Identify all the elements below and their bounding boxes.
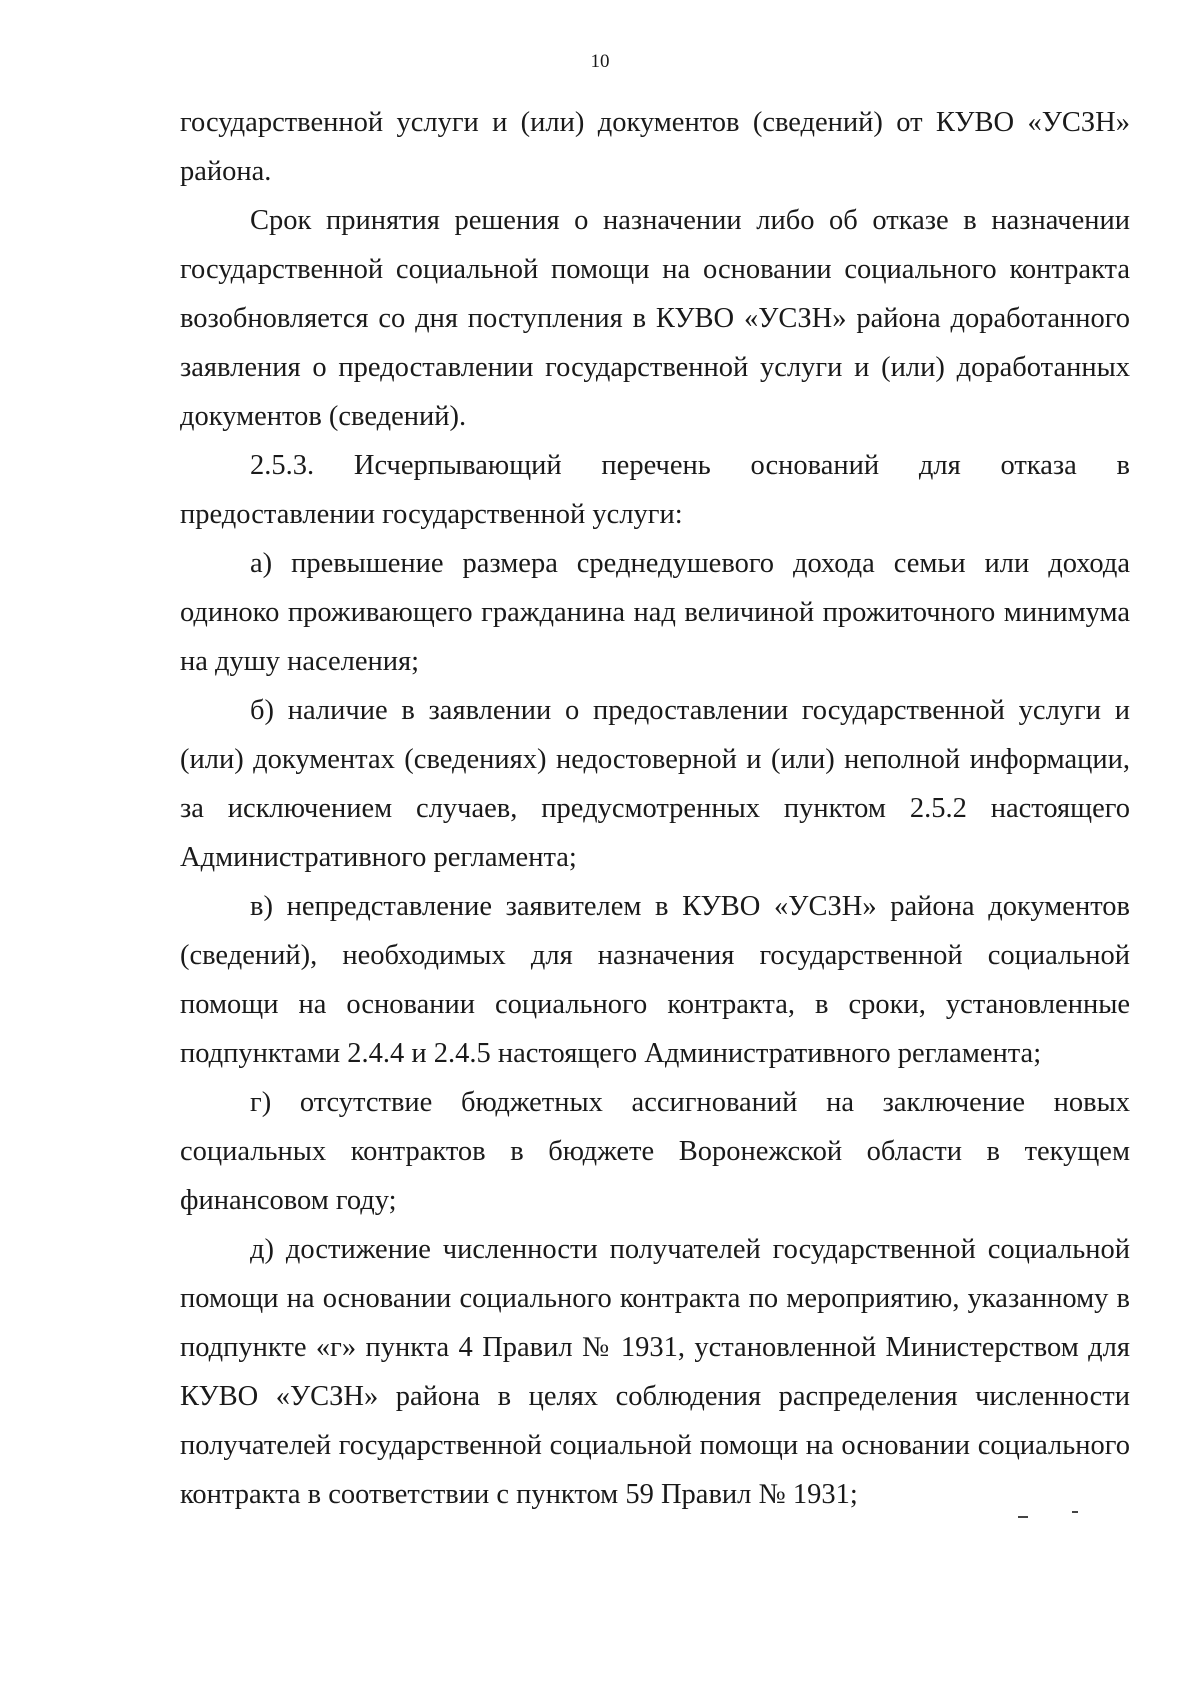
scan-mark bbox=[1018, 1516, 1028, 1518]
list-item-g: г) отсутствие бюджетных ассигнований на заключение новых социальных контрактов в бюджете Воронежской области в текущем финансовом году; bbox=[180, 1087, 1130, 1216]
paragraph-deadline-resumption: Срок принятия решения о назначении либо об отказе в назначении государственной социальной помощи на основании социального контракта возобновляется со дня поступления в КУВО «УСЗН» района доработанного заявления о предоставлении государственной услуги и (или) доработанных документов (сведений). bbox=[180, 205, 1130, 432]
document-body bbox=[180, 98, 1130, 1519]
section-heading-continuation: предоставлении государственной услуги: bbox=[180, 499, 683, 530]
paragraph-continuation: государственной услуги и (или) документов (сведений) от КУВО «УСЗН» района. bbox=[180, 107, 1130, 187]
list-item-v: в) непредставление заявителем в КУВО «УСЗН» района документов (сведений), необходимых для назначения государственной социальной помощи на основании социального контракта, в сроки, установленные подпунктами 2.4.4 и 2.4.5 настоящего Административного регламента; bbox=[180, 891, 1130, 1069]
scan-mark bbox=[1072, 1511, 1078, 1513]
list-item-b: б) наличие в заявлении о предоставлении государственной услуги и (или) документах (сведениях) недостоверной и (или) неполной информации, за исключением случаев, предусмотренных пунктом 2.5.2 настоящего Административного регламента; bbox=[180, 695, 1130, 873]
list-item-a: а) превышение размера среднедушевого дохода семьи или дохода одиноко проживающего гражданина над величиной прожиточного минимума на душу населения; bbox=[180, 548, 1130, 677]
section-heading-2-5-3: 2.5.3. Исчерпывающий перечень оснований для отказа в bbox=[250, 450, 1130, 481]
page-number: 10 bbox=[590, 51, 610, 72]
list-item-d: д) достижение численности получателей государственной социальной помощи на основании социального контракта по мероприятию, указанному в подпункте «г» пункта 4 Правил № 1931, установленной Министерством для КУВО «УСЗН» района в целях соблюдения распределения численности получателей государственной социальной помощи на основании социального контракта в соответствии с пунктом 59 Правил № 1931; bbox=[180, 1234, 1130, 1510]
